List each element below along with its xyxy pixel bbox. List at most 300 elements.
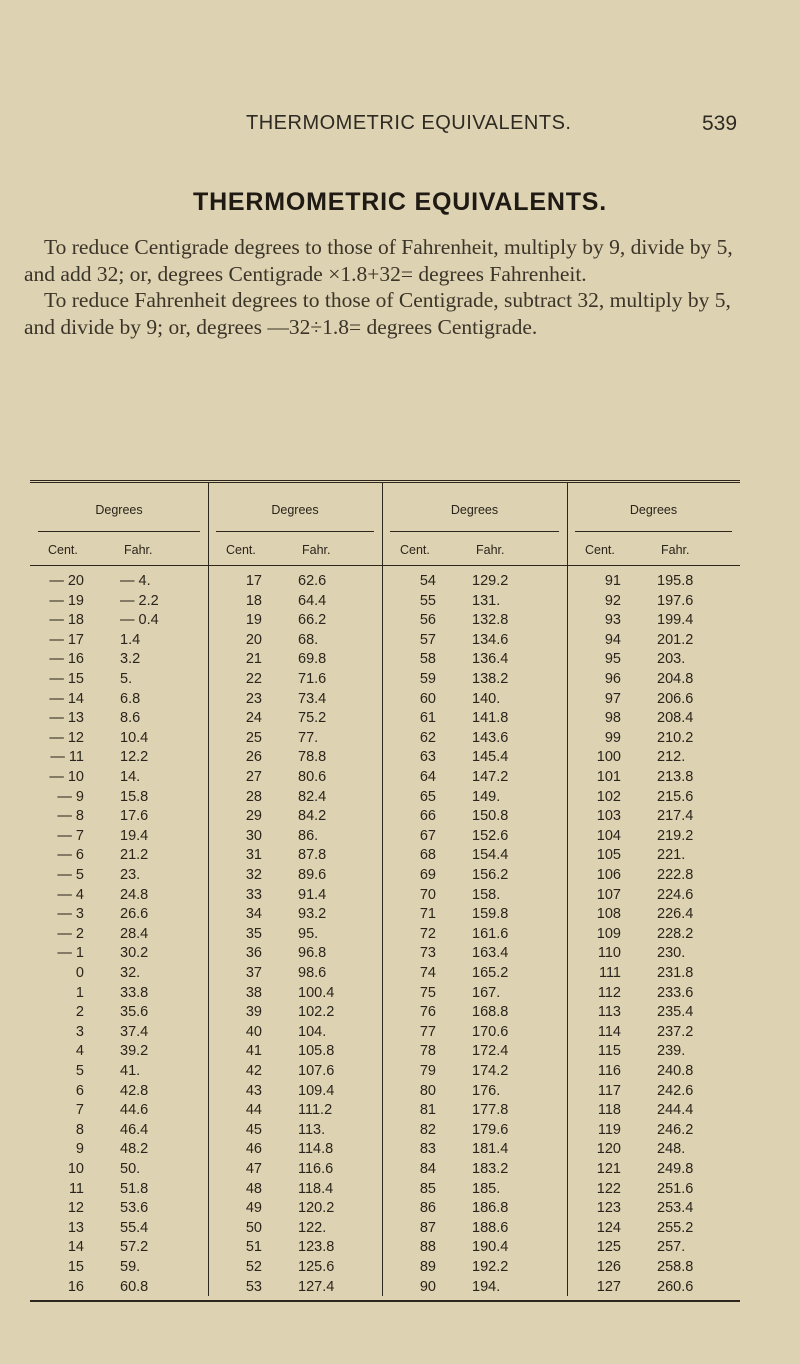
table-body — [30, 566, 740, 1296]
cell-centigrade: — 4 — [57, 886, 84, 903]
cell-fahrenheit: 147.2 — [472, 769, 509, 785]
cell-centigrade: 48 — [245, 1180, 262, 1197]
cell-centigrade: 43 — [245, 1082, 262, 1099]
cell-centigrade: 32 — [245, 867, 262, 883]
table-row — [30, 1121, 740, 1140]
table-row — [30, 866, 740, 885]
cell-fahrenheit: 23. — [120, 867, 141, 883]
cell-centigrade: 37 — [245, 965, 262, 981]
table-row — [30, 572, 740, 591]
column-header-cent: Cent. — [48, 543, 78, 557]
cell-centigrade: — 7 — [57, 827, 84, 844]
cell-centigrade: 2 — [75, 1004, 84, 1021]
cell-centigrade: 60 — [419, 690, 436, 707]
cell-centigrade: 122 — [596, 1180, 621, 1197]
cell-fahrenheit: 237.2 — [657, 1023, 694, 1040]
cell-fahrenheit: 257. — [657, 1239, 686, 1256]
cell-fahrenheit: 170.6 — [472, 1023, 509, 1040]
table-row — [30, 925, 740, 944]
intro-paragraph-fahrenheit-to-celsius: To reduce Fahrenheit degrees to those of Centigrade, subtract 32, multiply by 5, and divide by 9; or, degrees —32÷1.8= degrees Centigrade. — [24, 288, 731, 339]
cell-fahrenheit: 10.4 — [120, 729, 149, 746]
cell-centigrade: 67 — [419, 827, 436, 844]
cell-fahrenheit: 53.6 — [120, 1200, 149, 1217]
cell-fahrenheit: 15.8 — [120, 788, 149, 805]
table-row — [30, 1238, 740, 1257]
cell-centigrade: 108 — [596, 906, 621, 923]
cell-centigrade: 113 — [597, 1004, 621, 1021]
cell-fahrenheit: 179.6 — [472, 1121, 509, 1138]
column-header-cent: Cent. — [400, 543, 430, 557]
cell-centigrade: 59 — [419, 671, 436, 687]
cell-centigrade: — 15 — [49, 671, 84, 687]
cell-fahrenheit: 192.2 — [472, 1259, 509, 1275]
cell-centigrade: 127 — [596, 1278, 621, 1295]
cell-fahrenheit: 116.6 — [298, 1161, 334, 1177]
cell-fahrenheit: 131. — [472, 592, 501, 609]
cell-fahrenheit: 154.4 — [472, 847, 509, 864]
cell-fahrenheit: 235.4 — [657, 1004, 694, 1021]
cell-fahrenheit: 24.8 — [120, 886, 149, 903]
cell-fahrenheit: 161.6 — [472, 925, 509, 942]
cell-fahrenheit: 188.6 — [472, 1219, 509, 1236]
cell-fahrenheit: 129.2 — [472, 573, 509, 589]
cell-centigrade: 46 — [245, 1141, 262, 1158]
cell-fahrenheit: 197.6 — [657, 592, 694, 609]
cell-centigrade: 86 — [419, 1200, 436, 1217]
cell-centigrade: 95 — [604, 651, 621, 668]
cell-centigrade: 124 — [596, 1219, 621, 1236]
cell-centigrade: 26 — [245, 749, 262, 766]
running-header — [0, 112, 800, 142]
cell-centigrade: 119 — [597, 1121, 621, 1138]
cell-fahrenheit: 77. — [298, 729, 319, 746]
cell-fahrenheit: 8.6 — [120, 710, 141, 727]
group-sub-rule — [390, 531, 559, 532]
cell-centigrade: 9 — [75, 1141, 84, 1158]
cell-centigrade: — 18 — [49, 612, 84, 629]
cell-fahrenheit: 210.2 — [657, 729, 694, 746]
cell-centigrade: 85 — [419, 1180, 436, 1197]
cell-fahrenheit: 224.6 — [657, 886, 694, 903]
cell-centigrade: — 1 — [57, 945, 84, 962]
cell-fahrenheit: 80.6 — [298, 769, 327, 785]
cell-centigrade: 23 — [245, 690, 262, 707]
cell-fahrenheit: 44.6 — [120, 1102, 149, 1119]
cell-fahrenheit: 181.4 — [472, 1141, 509, 1158]
cell-fahrenheit: 37.4 — [120, 1023, 149, 1040]
cell-centigrade: 123 — [596, 1200, 621, 1217]
cell-fahrenheit: 95. — [298, 925, 319, 942]
cell-centigrade: — 17 — [49, 631, 84, 648]
group-header-degrees: Degrees — [450, 503, 499, 517]
column-divider — [382, 483, 383, 565]
cell-fahrenheit: 152.6 — [472, 827, 509, 844]
table-row — [30, 748, 740, 767]
cell-centigrade: 65 — [419, 788, 436, 805]
cell-centigrade: 42 — [245, 1063, 262, 1079]
cell-fahrenheit: 42.8 — [120, 1082, 149, 1099]
cell-fahrenheit: 150.8 — [472, 808, 509, 825]
cell-fahrenheit: 140. — [472, 690, 501, 707]
cell-centigrade: — 2 — [57, 925, 84, 942]
cell-fahrenheit: 39.2 — [120, 1043, 149, 1060]
cell-fahrenheit: 134.6 — [472, 631, 509, 648]
cell-fahrenheit: 242.6 — [657, 1082, 694, 1099]
table-row — [30, 631, 740, 650]
cell-fahrenheit: 50. — [120, 1161, 141, 1177]
cell-fahrenheit: 185. — [472, 1180, 501, 1197]
cell-fahrenheit: 59. — [120, 1259, 141, 1275]
table-row — [30, 1042, 740, 1061]
cell-fahrenheit: 98.6 — [298, 965, 327, 981]
cell-fahrenheit: 68. — [298, 631, 319, 648]
column-header-fahr: Fahr. — [302, 543, 331, 557]
cell-centigrade: 72 — [419, 925, 436, 942]
group-sub-rule — [38, 531, 200, 532]
cell-centigrade: 25 — [245, 729, 262, 746]
cell-fahrenheit: 55.4 — [120, 1219, 149, 1236]
cell-fahrenheit: 201.2 — [657, 631, 694, 648]
cell-fahrenheit: 156.2 — [472, 867, 509, 883]
cell-centigrade: — 5 — [57, 867, 84, 883]
cell-fahrenheit: 51.8 — [120, 1180, 149, 1197]
cell-centigrade: 40 — [245, 1023, 262, 1040]
cell-centigrade: — 12 — [49, 729, 84, 746]
cell-fahrenheit: 176. — [472, 1082, 501, 1099]
table-row — [30, 1140, 740, 1159]
cell-centigrade: 27 — [245, 769, 262, 785]
cell-fahrenheit: 127.4 — [298, 1278, 335, 1295]
cell-centigrade: 81 — [419, 1102, 436, 1119]
cell-centigrade: 20 — [245, 631, 262, 648]
cell-centigrade: — 19 — [49, 592, 84, 609]
cell-fahrenheit: 212. — [657, 749, 686, 766]
cell-centigrade: 101 — [596, 769, 621, 785]
cell-fahrenheit: 69.8 — [298, 651, 327, 668]
cell-centigrade: 103 — [596, 808, 621, 825]
cell-centigrade: 89 — [419, 1259, 436, 1275]
cell-fahrenheit: 226.4 — [657, 906, 694, 923]
cell-centigrade: 64 — [419, 769, 436, 785]
cell-centigrade: 38 — [245, 984, 262, 1001]
cell-centigrade: 10 — [67, 1161, 84, 1177]
cell-fahrenheit: 60.8 — [120, 1278, 149, 1295]
cell-fahrenheit: 33.8 — [120, 984, 149, 1001]
cell-fahrenheit: 186.8 — [472, 1200, 509, 1217]
cell-centigrade: 56 — [419, 612, 436, 629]
table-row — [30, 1258, 740, 1277]
cell-fahrenheit: 28.4 — [120, 925, 149, 942]
cell-fahrenheit: 219.2 — [657, 827, 694, 844]
cell-fahrenheit: 231.8 — [657, 965, 694, 981]
cell-centigrade: 41 — [245, 1043, 262, 1060]
cell-fahrenheit: 213.8 — [657, 769, 694, 785]
cell-centigrade: 6 — [75, 1082, 84, 1099]
cell-centigrade: 63 — [419, 749, 436, 766]
cell-fahrenheit: 30.2 — [120, 945, 149, 962]
cell-centigrade: 34 — [245, 906, 262, 923]
table-row — [30, 846, 740, 865]
cell-centigrade: 88 — [419, 1239, 436, 1256]
cell-centigrade: 116 — [597, 1063, 621, 1079]
cell-fahrenheit: 6.8 — [120, 690, 141, 707]
cell-centigrade: 92 — [604, 592, 621, 609]
table-row — [30, 690, 740, 709]
table-row — [30, 1023, 740, 1042]
cell-fahrenheit: 82.4 — [298, 788, 327, 805]
cell-fahrenheit: 66.2 — [298, 612, 327, 629]
cell-centigrade: 1 — [75, 984, 84, 1001]
cell-centigrade: 61 — [419, 710, 436, 727]
cell-centigrade: 69 — [419, 867, 436, 883]
cell-centigrade: 77 — [419, 1023, 436, 1040]
cell-centigrade: 68 — [419, 847, 436, 864]
cell-centigrade: 109 — [596, 925, 621, 942]
cell-centigrade: 73 — [419, 945, 436, 962]
cell-fahrenheit: 260.6 — [657, 1278, 694, 1295]
cell-centigrade: — 8 — [57, 808, 84, 825]
group-sub-rule — [575, 531, 732, 532]
cell-centigrade: 111 — [598, 965, 621, 981]
cell-fahrenheit: 26.6 — [120, 906, 149, 923]
cell-centigrade: 83 — [419, 1141, 436, 1158]
table-row — [30, 768, 740, 787]
running-title: THERMOMETRIC EQUIVALENTS. — [246, 112, 572, 134]
cell-fahrenheit: 248. — [657, 1141, 686, 1158]
cell-centigrade: 121 — [596, 1161, 621, 1177]
cell-centigrade: 90 — [419, 1278, 436, 1295]
cell-fahrenheit: 41. — [120, 1063, 141, 1079]
cell-fahrenheit: 138.2 — [472, 671, 509, 687]
cell-fahrenheit: 221. — [657, 847, 686, 864]
cell-centigrade: 120 — [596, 1141, 621, 1158]
group-header-degrees: Degrees — [629, 503, 678, 517]
cell-fahrenheit: 165.2 — [472, 965, 509, 981]
cell-centigrade: 79 — [419, 1063, 436, 1079]
cell-centigrade: 31 — [245, 847, 262, 864]
cell-fahrenheit: 159.8 — [472, 906, 509, 923]
cell-fahrenheit: 228.2 — [657, 925, 694, 942]
cell-centigrade: 107 — [596, 886, 621, 903]
cell-fahrenheit: 215.6 — [657, 788, 694, 805]
group-sub-rule — [216, 531, 374, 532]
cell-fahrenheit: 17.6 — [120, 808, 149, 825]
cell-fahrenheit: 208.4 — [657, 710, 694, 727]
cell-fahrenheit: 105.8 — [298, 1043, 335, 1060]
cell-fahrenheit: 246.2 — [657, 1121, 694, 1138]
cell-fahrenheit: 136.4 — [472, 651, 509, 668]
table-header — [30, 483, 740, 566]
cell-centigrade: 13 — [67, 1219, 84, 1236]
cell-centigrade: 66 — [419, 808, 436, 825]
cell-fahrenheit: 86. — [298, 827, 319, 844]
cell-fahrenheit: 251.6 — [657, 1180, 694, 1197]
cell-fahrenheit: 93.2 — [298, 906, 327, 923]
cell-centigrade: 93 — [604, 612, 621, 629]
page-number: 539 — [702, 112, 738, 135]
table-row — [30, 905, 740, 924]
cell-centigrade: 126 — [596, 1259, 621, 1275]
cell-fahrenheit: 109.4 — [298, 1082, 335, 1099]
cell-centigrade: 117 — [597, 1082, 621, 1099]
cell-fahrenheit: 253.4 — [657, 1200, 694, 1217]
cell-centigrade: 3 — [75, 1023, 84, 1040]
cell-centigrade: 71 — [419, 906, 436, 923]
cell-fahrenheit: 158. — [472, 886, 501, 903]
cell-centigrade: 8 — [75, 1121, 84, 1138]
cell-centigrade: 30 — [245, 827, 262, 844]
cell-centigrade: 74 — [419, 965, 436, 981]
cell-centigrade: 15 — [67, 1259, 84, 1275]
cell-centigrade: 114 — [597, 1023, 621, 1040]
cell-fahrenheit: 167. — [472, 984, 501, 1001]
cell-centigrade: 97 — [604, 690, 621, 707]
cell-fahrenheit: 163.4 — [472, 945, 509, 962]
table-row — [30, 984, 740, 1003]
cell-fahrenheit: 113. — [298, 1121, 326, 1138]
cell-fahrenheit: 91.4 — [298, 886, 327, 903]
cell-fahrenheit: — 2.2 — [120, 592, 159, 609]
cell-fahrenheit: 78.8 — [298, 749, 327, 766]
cell-centigrade: 57 — [419, 631, 436, 648]
cell-fahrenheit: 107.6 — [298, 1063, 335, 1079]
table-row — [30, 1062, 740, 1081]
cell-fahrenheit: 249.8 — [657, 1161, 694, 1177]
cell-centigrade: 53 — [245, 1278, 262, 1295]
cell-centigrade: 78 — [419, 1043, 436, 1060]
cell-fahrenheit: 230. — [657, 945, 686, 962]
table-row — [30, 670, 740, 689]
cell-fahrenheit: 1.4 — [120, 631, 141, 648]
cell-centigrade: 33 — [245, 886, 262, 903]
cell-centigrade: 104 — [596, 827, 621, 844]
cell-centigrade: 106 — [596, 867, 621, 883]
cell-centigrade: 52 — [245, 1259, 262, 1275]
cell-centigrade: 54 — [419, 573, 436, 589]
cell-centigrade: 82 — [419, 1121, 436, 1138]
intro-paragraph-celsius-to-fahrenheit: To reduce Centigrade degrees to those of Fahrenheit, multiply by 9, divide by 5, and add 32; or, degrees Centigrade ×1.8+32= degrees Fahrenheit. — [24, 235, 733, 286]
cell-fahrenheit: 190.4 — [472, 1239, 509, 1256]
table-row — [30, 886, 740, 905]
cell-centigrade: 125 — [596, 1239, 621, 1256]
cell-centigrade: 24 — [245, 710, 262, 727]
table-row — [30, 1160, 740, 1179]
cell-fahrenheit: 199.4 — [657, 612, 694, 629]
cell-centigrade: 21 — [245, 651, 262, 668]
cell-fahrenheit: 143.6 — [472, 729, 509, 746]
cell-fahrenheit: 89.6 — [298, 867, 327, 883]
cell-fahrenheit: 233.6 — [657, 984, 694, 1001]
table-row — [30, 650, 740, 669]
cell-centigrade: 58 — [419, 651, 436, 668]
cell-centigrade: 50 — [245, 1219, 262, 1236]
cell-fahrenheit: 141.8 — [472, 710, 509, 727]
cell-fahrenheit: — 4. — [120, 573, 151, 589]
cell-fahrenheit: 149. — [472, 788, 501, 805]
table-row — [30, 1003, 740, 1022]
table-row — [30, 1219, 740, 1238]
table-row — [30, 1199, 740, 1218]
cell-fahrenheit: 168.8 — [472, 1004, 509, 1021]
cell-centigrade: 28 — [245, 788, 262, 805]
column-header-fahr: Fahr. — [476, 543, 505, 557]
cell-fahrenheit: 125.6 — [298, 1259, 335, 1275]
cell-fahrenheit: 217.4 — [657, 808, 694, 825]
table-row — [30, 1180, 740, 1199]
cell-centigrade: 4 — [75, 1043, 84, 1060]
cell-centigrade: 5 — [75, 1063, 84, 1079]
cell-fahrenheit: 102.2 — [298, 1004, 335, 1021]
cell-centigrade: 18 — [245, 592, 262, 609]
table-row — [30, 807, 740, 826]
cell-fahrenheit: 100.4 — [298, 984, 335, 1001]
cell-centigrade: 118 — [597, 1102, 621, 1119]
table-row — [30, 592, 740, 611]
cell-centigrade: — 16 — [49, 651, 84, 668]
cell-fahrenheit: 132.8 — [472, 612, 509, 629]
table-row — [30, 827, 740, 846]
cell-fahrenheit: 87.8 — [298, 847, 327, 864]
cell-centigrade: 11 — [68, 1180, 84, 1197]
cell-fahrenheit: 206.6 — [657, 690, 694, 707]
cell-fahrenheit: 222.8 — [657, 867, 694, 883]
cell-centigrade: 110 — [597, 945, 621, 962]
cell-centigrade: 35 — [245, 925, 262, 942]
page-title: THERMOMETRIC EQUIVALENTS. — [193, 188, 607, 216]
cell-centigrade: — 20 — [49, 573, 84, 589]
cell-fahrenheit: 145.4 — [472, 749, 509, 766]
cell-fahrenheit: 48.2 — [120, 1141, 149, 1158]
cell-centigrade: 102 — [596, 788, 621, 805]
cell-fahrenheit: 46.4 — [120, 1121, 149, 1138]
cell-fahrenheit: 71.6 — [298, 671, 327, 687]
cell-fahrenheit: 118.4 — [298, 1180, 334, 1197]
cell-centigrade: 29 — [245, 808, 262, 825]
table-row — [30, 611, 740, 630]
cell-fahrenheit: 73.4 — [298, 690, 327, 707]
column-header-fahr: Fahr. — [124, 543, 153, 557]
table-row — [30, 944, 740, 963]
cell-fahrenheit: 239. — [657, 1043, 686, 1060]
column-header-cent: Cent. — [585, 543, 615, 557]
cell-centigrade: 115 — [597, 1043, 621, 1060]
cell-fahrenheit: 14. — [120, 769, 141, 785]
cell-fahrenheit: 3.2 — [120, 651, 141, 668]
cell-fahrenheit: 75.2 — [298, 710, 327, 727]
cell-centigrade: 94 — [604, 631, 621, 648]
cell-fahrenheit: 62.6 — [298, 573, 327, 589]
cell-centigrade: 14 — [67, 1239, 84, 1256]
group-header-degrees: Degrees — [271, 503, 319, 517]
cell-fahrenheit: — 0.4 — [120, 612, 159, 629]
cell-fahrenheit: 114.8 — [298, 1141, 334, 1158]
table-row — [30, 1082, 740, 1101]
cell-centigrade: 105 — [596, 847, 621, 864]
cell-fahrenheit: 57.2 — [120, 1239, 149, 1256]
cell-centigrade: 99 — [604, 729, 621, 746]
cell-centigrade: 36 — [245, 945, 262, 962]
cell-fahrenheit: 194. — [472, 1278, 501, 1295]
cell-centigrade: 49 — [245, 1200, 262, 1217]
cell-centigrade: 22 — [245, 671, 262, 687]
cell-centigrade: — 3 — [57, 906, 84, 923]
table-row — [30, 1101, 740, 1120]
cell-centigrade: 19 — [245, 612, 262, 629]
cell-centigrade: — 11 — [50, 749, 84, 766]
cell-centigrade: 45 — [245, 1121, 262, 1138]
intro-text — [24, 234, 738, 340]
cell-fahrenheit: 240.8 — [657, 1063, 694, 1079]
